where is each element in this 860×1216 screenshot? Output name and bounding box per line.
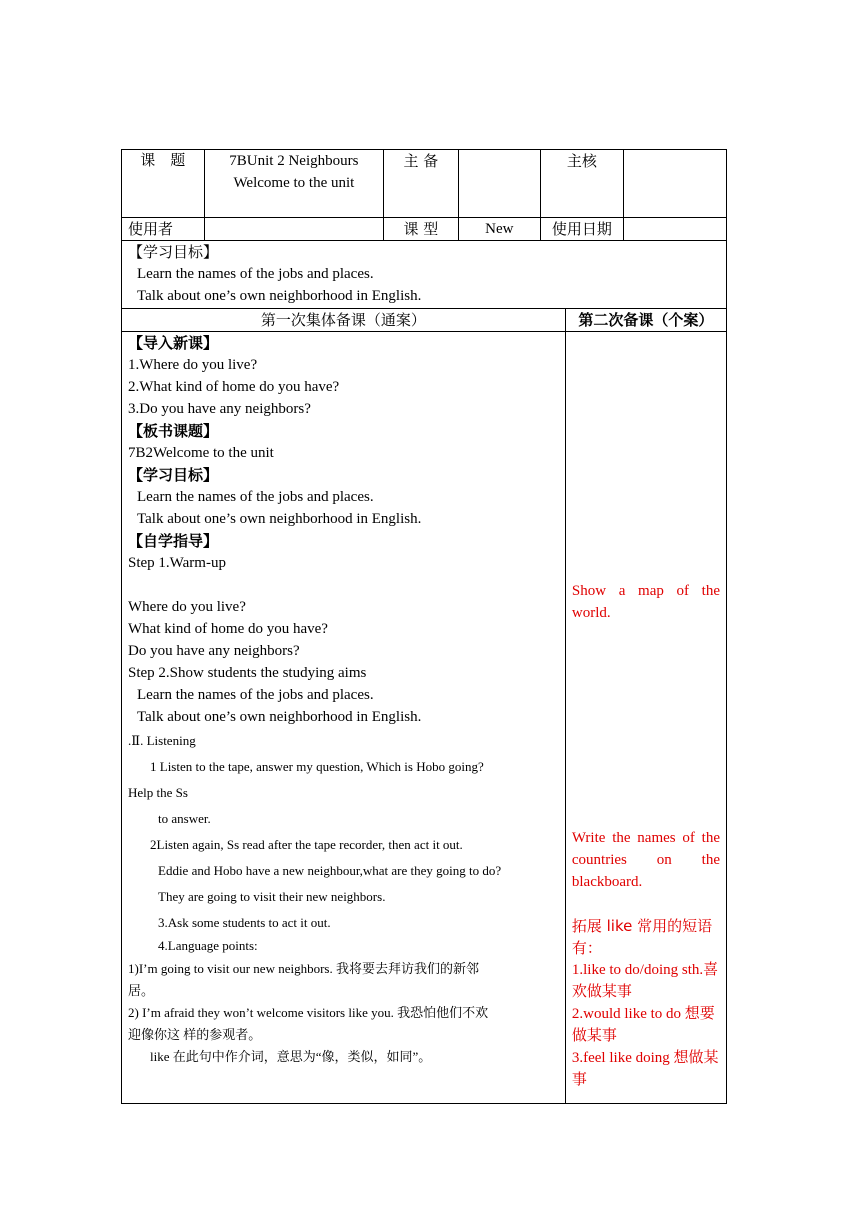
type-value: New [458,218,541,241]
note-expand: 拓展 like 常用的短语有： [571,917,713,957]
spacer [572,893,720,915]
topic-line-2: Welcome to the unit [233,175,355,191]
body-row [122,332,727,1104]
language-point: 2) I’m afraid they won’t welcome visitors like you. 我恐怕他们不欢 [128,1005,489,1020]
note-phrase: 1.like to do/doing sth.喜欢做某事 [571,962,719,1000]
dialogue-answer: They are going to visit their new neighbors. [158,889,386,904]
user-label: 使用者 [122,218,205,241]
topic-label: 课 题 [122,150,205,218]
intro-question: 1.Where do you live? [128,357,258,373]
left-column-title: 第一次集体备课（通案） [122,309,566,332]
preparer-value [458,150,541,218]
listening-step-2: 2Listen again, Ss read after the tape recorder, then act it out. [150,837,463,852]
objectives-heading: 【学习目标】 [128,243,219,261]
step-2-item: Learn the names of the jobs and places. [137,687,374,703]
spacer [572,624,720,827]
column-header-row [122,309,727,332]
warmup-question: What kind of home do you have? [128,621,328,637]
intro-question: 2.What kind of home do you have? [128,379,340,395]
note-phrase: 3.feel like doing 想做某事 [571,1050,719,1088]
lesson-plan-table [121,149,727,1104]
language-point: like 在此句中作介词，意思为“像，类似，如同”。 [150,1049,432,1064]
note-phrase: 2.would like to do 想要做某事 [571,1006,715,1044]
intro-question: 3.Do you have any neighbors? [128,401,311,417]
right-column-title: 第二次备课（个案） [565,309,726,332]
objective-item: Learn the names of the jobs and places. [137,266,374,282]
language-points-heading: 4.Language points: [158,938,258,953]
help-line: to answer. [158,811,211,826]
objectives-cell [122,241,727,309]
type-label: 课 型 [384,218,458,241]
notes-cell [565,332,726,1104]
aims-item: Talk about one’s own neighborhood in English. [137,511,422,527]
spacer [572,332,720,580]
user-value [204,218,384,241]
date-value [623,218,726,241]
date-label: 使用日期 [541,218,624,241]
step-2-item: Talk about one’s own neighborhood in English. [137,709,422,725]
dialogue-question: Eddie and Hobo have a new neighbour,what are they going to do? [158,863,502,878]
help-line: Help the Ss [128,785,188,800]
language-point: 居。 [128,983,155,998]
aims-item: Learn the names of the jobs and places. [137,489,374,505]
main-content-cell [122,332,566,1104]
warmup-question: Where do you live? [128,599,246,615]
step-2: Step 2.Show students the studying aims [128,665,367,681]
spacer [128,574,559,596]
reviewer-value [623,150,726,218]
language-point: 1)I’m going to visit our new neighbors. 我将要去拜访我们的新邻 [128,961,479,976]
listening-step-3: 3.Ask some students to act it out. [158,915,331,930]
board-title: 7B2Welcome to the unit [128,445,274,461]
listening-heading: .Ⅱ. Listening [128,733,196,748]
listening-step-1: 1 Listen to the tape, answer my question, Which is Hobo going? [150,759,484,774]
note-map: Show a map of the world. [571,583,720,621]
self-study-heading: 【自学指导】 [128,532,219,550]
objectives-row [122,241,727,309]
preparer-label: 主 备 [384,150,458,218]
board-heading: 【板书课题】 [128,422,219,440]
aims-heading: 【学习目标】 [128,466,219,484]
topic-value [204,150,384,218]
step-1: Step 1.Warm-up [128,555,226,571]
language-point: 迎像你这 样的参观者。 [128,1027,262,1042]
header-row-2 [122,218,727,241]
warmup-question: Do you have any neighbors? [128,643,300,659]
reviewer-label: 主核 [541,150,624,218]
intro-heading: 【导入新课】 [128,334,219,352]
note-write: Write the names of the countries on the blackboard. [571,830,720,890]
header-row-1 [122,150,727,218]
topic-line-1: 7BUnit 2 Neighbours [229,153,359,169]
objective-item: Talk about one’s own neighborhood in English. [137,288,422,304]
